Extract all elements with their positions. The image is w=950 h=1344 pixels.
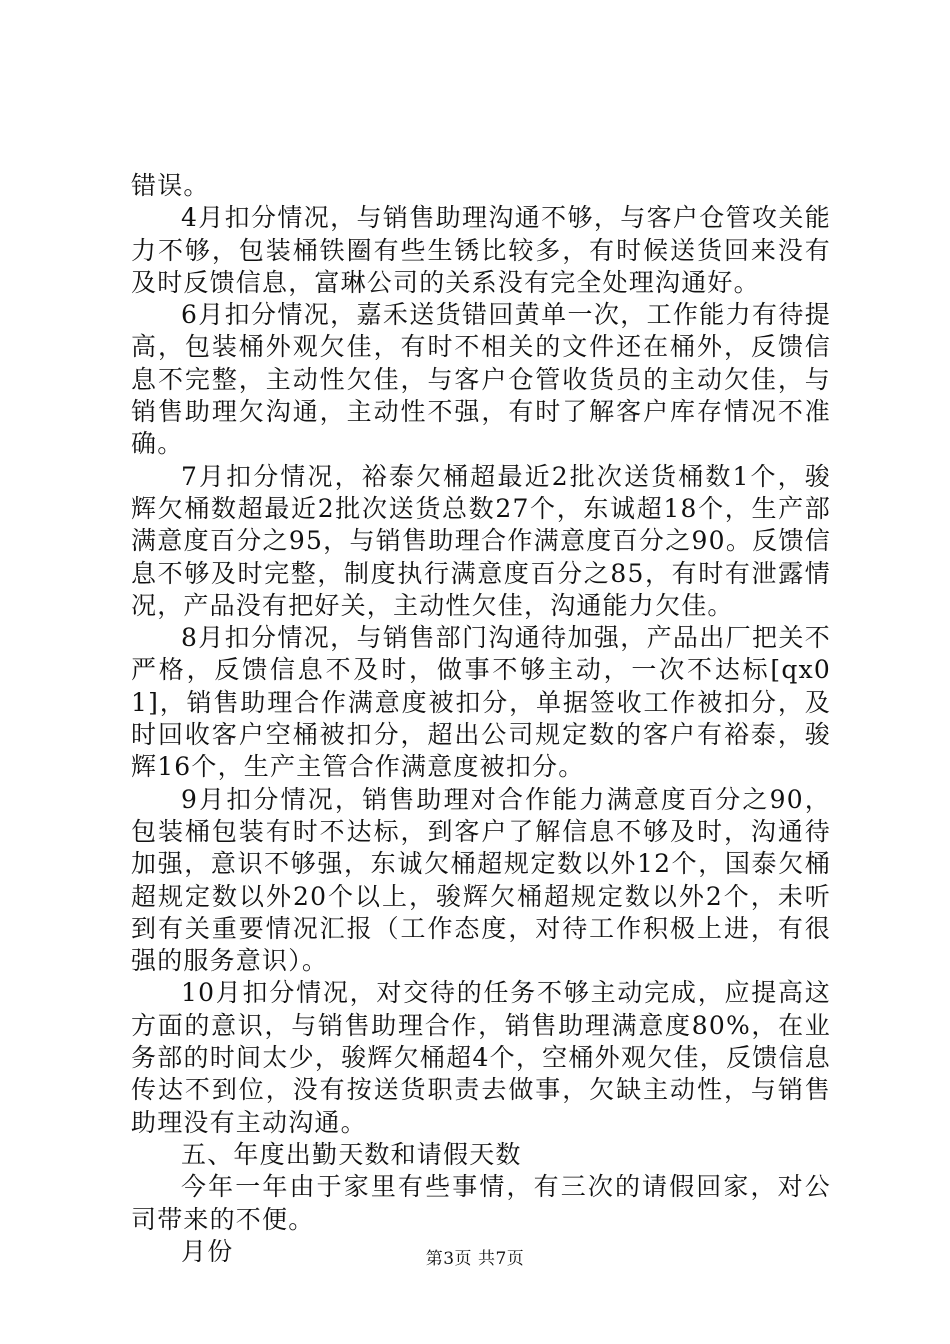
document-body: [131, 170, 831, 1268]
paragraph-month-label: 月份: [181, 1236, 234, 1266]
paragraph-october: 10月扣分情况，对交待的任务不够主动完成，应提高这方面的意识，与销售助理合作，销售助理满意度80%，在业务部的时间太少，骏辉欠桶超4个，空桶外观欠佳，反馈信息传达不到位，没有按送货职责去做事，欠缺主动性，与销售助理没有主动沟通。: [131, 978, 831, 1137]
paragraph-june: 6月扣分情况，嘉禾送货错回黄单一次，工作能力有待提高，包装桶外观欠佳，有时不相关的文件还在桶外，反馈信息不完整，主动性欠佳，与客户仓管收货员的主动欠佳，与销售助理欠沟通，主动性不强，有时了解客户库存情况不准确。: [131, 300, 831, 459]
paragraph-attendance: 今年一年由于家里有些事情，有三次的请假回家，对公司带来的不便。: [131, 1172, 831, 1234]
section-heading-attendance: 五、年度出勤天数和请假天数: [181, 1139, 522, 1169]
paragraph-july: 7月扣分情况，裕泰欠桶超最近2批次送货桶数1个，骏辉欠桶数超最近2批次送货总数27个，东诚超18个，生产部满意度百分之95，与销售助理合作满意度百分之90。反馈信息不够及时完整，制度执行满意度百分之85，有时有泄露情况，产品没有把好关，主动性欠佳，沟通能力欠佳。: [131, 461, 831, 620]
paragraph-april: 4月扣分情况，与销售助理沟通不够，与客户仓管攻关能力不够，包装桶铁圈有些生锈比较多，有时候送货回来没有及时反馈信息，富琳公司的关系没有完全处理沟通好。: [131, 203, 831, 297]
page-footer: 第3页 共7页: [425, 1249, 525, 1269]
paragraph-continuation: 错误。: [131, 171, 210, 200]
paragraph-august: 8月扣分情况，与销售部门沟通待加强，产品出厂把关不严格，反馈信息不及时，做事不够主动，一次不达标[qx01]，销售助理合作满意度被扣分，单据签收工作被扣分，及时回收客户空桶被扣分，超出公司规定数的客户有裕泰，骏辉16个，生产主管合作满意度被扣分。: [131, 623, 831, 782]
paragraph-september: 9月扣分情况，销售助理对合作能力满意度百分之90，包装桶包装有时不达标，到客户了解信息不够及时，沟通待加强，意识不够强，东诚欠桶超规定数以外12个，国泰欠桶超规定数以外20个以上，骏辉欠桶超规定数以外2个，未听到有关重要情况汇报（工作态度，对待工作积极上进，有很强的服务意识）。: [131, 784, 831, 976]
